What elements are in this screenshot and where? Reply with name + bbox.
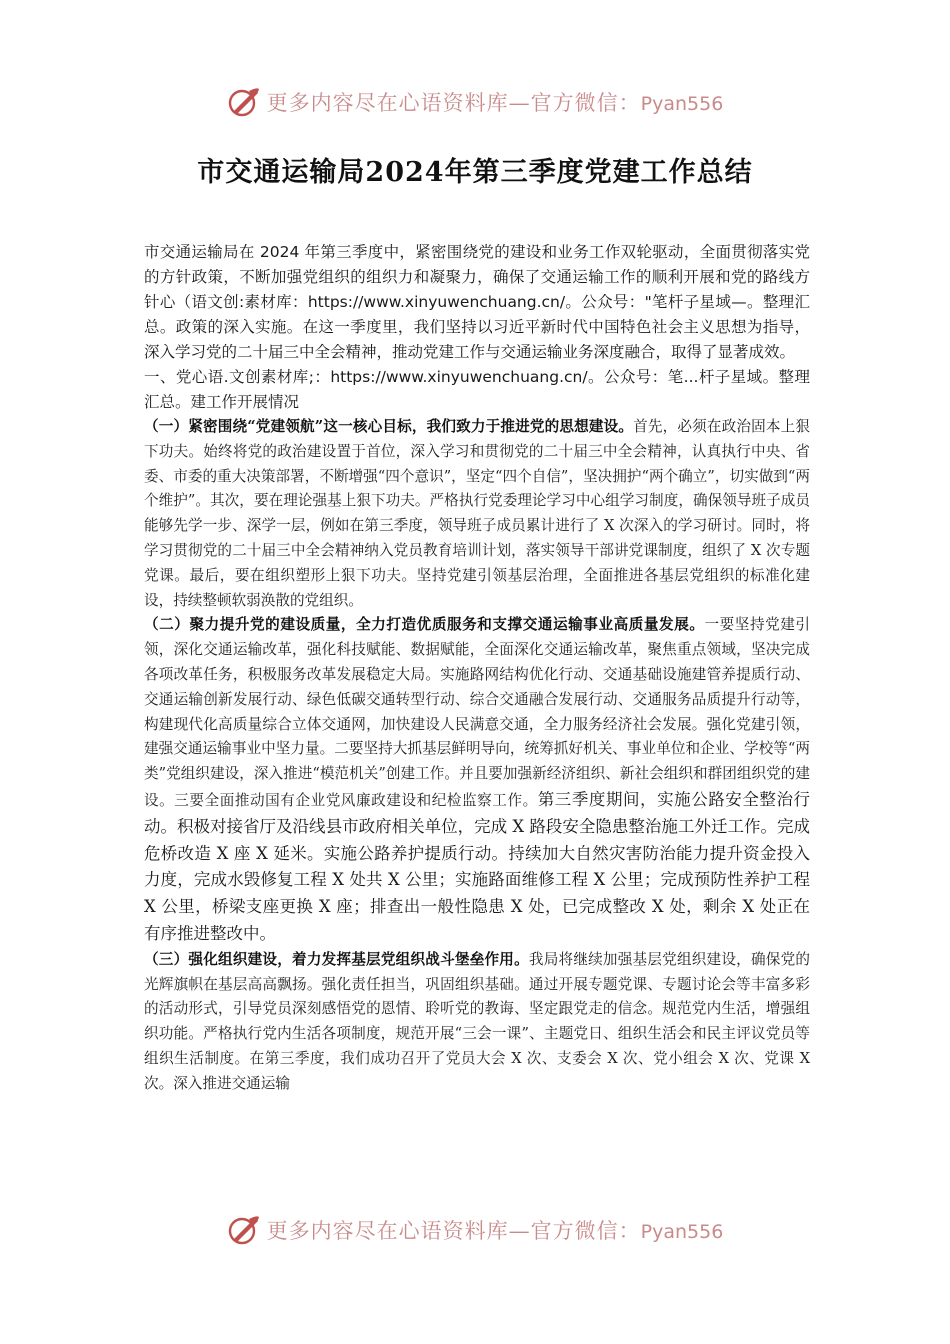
banner-text: 更多内容尽在心语资料库—官方微信：Pyan556 [266, 91, 724, 115]
paragraph-3-body: 我局将继续加强基层党组织建设，确保党的光辉旗帜在基层高高飘扬。强化责任担当，巩固组织基础。通过开展专题党课、专题讨论会等丰富多彩的活动形式，引导党员深刻感悟党的恩情、聆听党的教诲、坚定跟党走的信念。规范党内生活，增强组织功能。严格执行党内生活各项制度，规范开展“三会一课”、主题党日、组织生活会和民主评议党员等组织生活制度。在第三季度，我们成功召开了党员大会 X 次、支委会 X 次、党小组会 X 次、党课 X 次。深入推进交通运输 [144, 950, 810, 1092]
wechat-id: Pyan556 [640, 1221, 724, 1243]
paragraph-2 [144, 613, 810, 947]
header-watermark-banner [0, 82, 950, 122]
paragraph-1-body: 首先，必须在政治固本上狠下功夫。始终将党的政治建设置于首位，深入学习和贯彻党的二十届三中全会精神，认真执行中央、省委、市委的重大决策部署，不断增强“四个意识”，坚定“四个自信”，坚决拥护“两个确立”，切实做到“两个维护”。其次，要在理论强基上狠下功夫。严格执行党委理论学习中心组学习制度，确保领导班子成员能够先学一步、深学一层，例如在第三季度，领导班子成员累计进行了 X 次深入的学习研讨。同时，将学习贯彻党的二十届三中全会精神纳入党员教育培训计划，落实领导干部讲党课制度，组织了 X 次专题党课。最后，要在组织塑形上狠下功夫。坚持党建引领基层治理，全面推进各基层党组织的标准化建设，持续整顿软弱涣散的党组织。 [144, 418, 810, 609]
paragraph-2-lead: （二）聚力提升党的建设质量，全力打造优质服务和支撑交通运输事业高质量发展。 [144, 616, 705, 634]
document-body [144, 240, 810, 1097]
paragraph-3 [144, 948, 810, 1097]
paragraph-2-tail: 第三季度期间，实施公路安全整治行动。积极对接省厅及沿线县市政府相关单位，完成 X 路段安全隐患整治施工外迁工作。完成危桥改造 X 座 X 延米。实施公路养护提质行动。持续加大自然灾害防治能力提升资金投入力度，完成水毁修复工程 X 处共 X 公里；实施路面维修工程 X 公里；完成预防性养护工程 X 公里，桥梁支座更换 X 座；排查出一般性隐患 X 处，已完成整改 X 处，剩余 X 处正在有序推进整改中。 [144, 789, 810, 943]
wechat-id: Pyan556 [640, 93, 724, 115]
paragraph-3-lead: （三）强化组织建设，着力发挥基层党组织战斗堡垒作用。 [144, 950, 529, 968]
intro-paragraph: 市交通运输局在 2024 年第三季度中，紧密围绕党的建设和业务工作双轮驱动，全面贯彻落实党的方针政策，不断加强党组织的组织力和凝聚力，确保了交通运输工作的顺利开展和党的路线方针心（语文创:素材库：https://www.xinyuwenchuang.cn/。公众号："笔杆子星域—。整理汇总。政策的深入实施。在这一季度里，我们坚持以习近平新时代中国特色社会主义思想为指导，深入学习党的二十届三中全会精神，推动党建工作与交通运输业务深度融合，取得了显著成效。 [144, 243, 810, 361]
banner-text: 更多内容尽在心语资料库—官方微信：Pyan556 [266, 1219, 724, 1243]
paragraph-1 [144, 415, 810, 613]
quill-logo-icon [227, 85, 261, 119]
paragraph-1-lead: （一）紧密围绕“党建领航”这一核心目标，我们致力于推进党的思想建设。 [144, 418, 634, 435]
document-title: 市交通运输局2024年第三季度党建工作总结 [197, 157, 753, 188]
paragraph-2-body: 一要坚持党建引领，深化交通运输改革，强化科技赋能、数据赋能，全面深化交通运输改革，聚焦重点领域，坚决完成各项改革任务，积极服务改革发展稳定大局。实施路网结构优化行动、交通基础设施建管养提质行动、交通运输创新发展行动、绿色低碳交通转型行动、综合交通融合发展行动、交通服务品质提升行动等，构建现代化高质量综合立体交通网，加快建设人民满意交通，全力服务经济社会发展。强化党建引领，建强交通运输事业中坚力量。二要坚持大抓基层鲜明导向，统筹抓好机关、事业单位和企业、学校等“两类”党组织建设，深入推进“模范机关”创建工作。并且要加强新经济组织、新社会组织和群团组织党的建设。三要全面推动国有企业党风廉政建设和纪检监察工作。 [144, 616, 810, 809]
section-heading: 一、党心语.文创素材库;：https://www.xinyuwenchuang.cn/。公众号：笔...杆子星域。整理汇总。建工作开展情况 [144, 368, 810, 411]
quill-logo-icon [227, 1213, 261, 1247]
footer-watermark-banner [0, 1210, 950, 1250]
